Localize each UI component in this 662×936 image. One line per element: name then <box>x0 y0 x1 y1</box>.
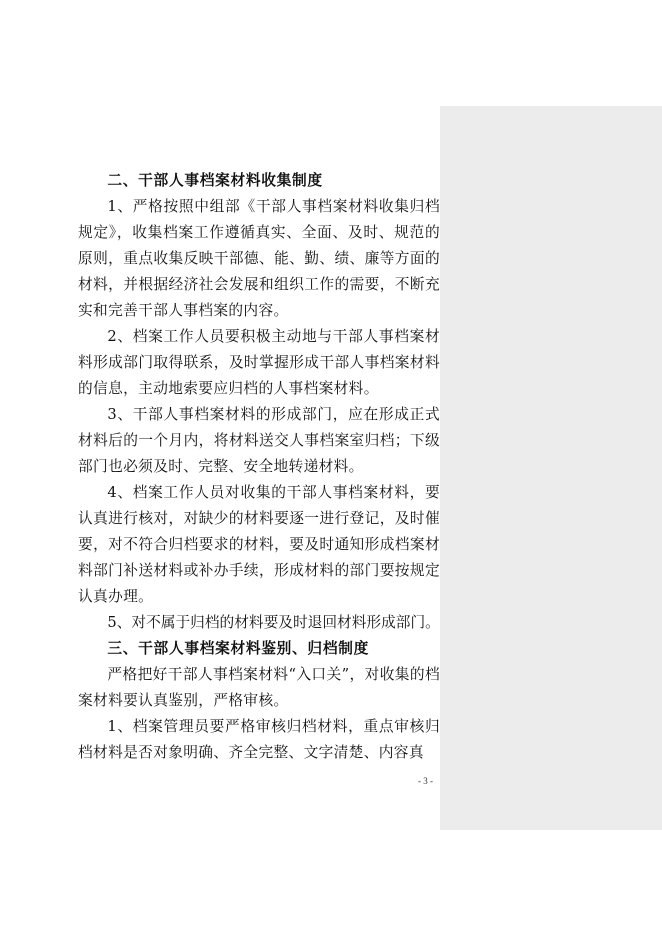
paragraph: 1、严格按照中组部《干部人事档案材料收集归档规定》，收集档案工作遵循真实、全面、及时、规范的原则，重点收集反映干部德、能、勤、绩、廉等方面的材料，并根据经济社会发展和组织工作的需要，不断充实和完善干部人事档案的内容。 <box>78 198 440 319</box>
paragraph: 严格把好干部人事档案材料“入口关”，对收集的档案材料要认真鉴别，严格审核。 <box>78 666 440 709</box>
paragraph: 3、干部人事档案材料的形成部门，应在形成正式材料后的一个月内，将材料送交人事档案室归档；下级部门也必须及时、完整、安全地转递材料。 <box>78 406 440 475</box>
paragraph: 4、档案工作人员对收集的干部人事档案材料，要认真进行核对，对缺少的材料要逐一进行登记，及时催要，对不符合归档要求的材料，要及时通知形成档案材料部门补送材料或补办手续，形成材料的部门要按规定认真办理。 <box>78 484 440 605</box>
paragraph: 1、档案管理员要严格审核归档材料，重点审核归档材料是否对象明确、齐全完整、文字清楚、内容真 <box>78 718 440 761</box>
paragraph: 2、档案工作人员要积极主动地与干部人事档案材料形成部门取得联系，及时掌握形成干部人事档案材料的信息，主动地索要应归档的人事档案材料。 <box>78 328 440 397</box>
paragraph: 5、对不属于归档的材料要及时退回材料形成部门。 <box>107 614 440 631</box>
page-number: - 3 - <box>418 776 433 786</box>
section-heading: 三、干部人事档案材料鉴别、归档制度 <box>107 640 369 657</box>
comment-margin-pane <box>440 106 662 830</box>
section-heading: 二、干部人事档案材料收集制度 <box>107 172 323 189</box>
document-body <box>78 168 440 766</box>
